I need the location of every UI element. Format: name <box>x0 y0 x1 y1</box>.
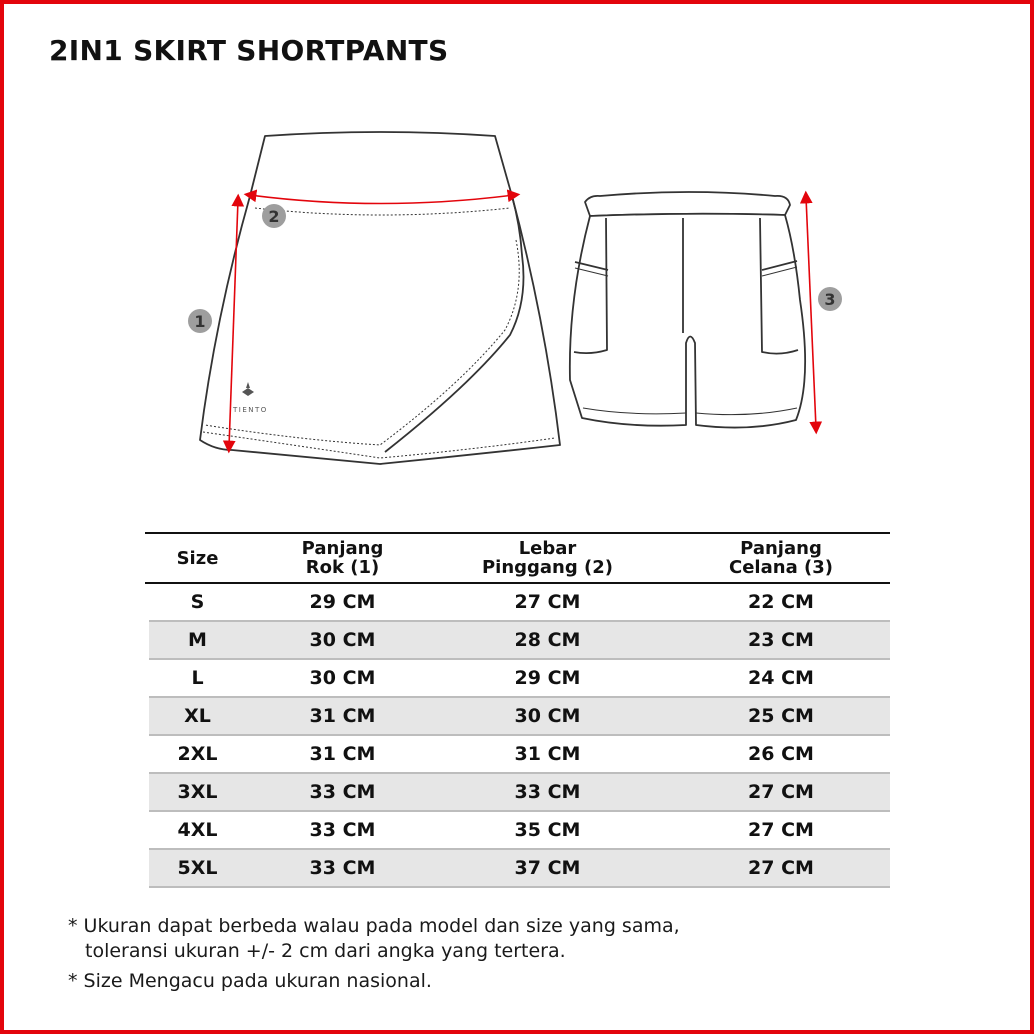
table-header <box>145 532 890 584</box>
marker-3 <box>818 287 842 311</box>
cell-shorts-length: 27 CM <box>748 819 814 841</box>
cell-waist-width: 35 CM <box>514 819 581 841</box>
note-line-3: * Size Mengacu pada ukuran nasional. <box>68 970 432 992</box>
cell-skirt-length: 30 CM <box>309 629 376 651</box>
skirt-drawing <box>200 132 560 464</box>
cell-skirt-length: 33 CM <box>309 781 376 803</box>
header-waist-width: Lebar Pinggang (2) <box>481 538 614 578</box>
cell-skirt-length: 31 CM <box>309 705 376 727</box>
table-row <box>149 736 890 774</box>
cell-shorts-length: 22 CM <box>748 591 814 613</box>
note-line-2: toleransi ukuran +/- 2 cm dari angka yang tertera. <box>85 940 566 962</box>
cell-size: L <box>191 667 204 689</box>
cell-skirt-length: 30 CM <box>309 667 376 689</box>
size-notes <box>68 914 680 994</box>
cell-skirt-length: 33 CM <box>309 819 376 841</box>
table-row <box>149 622 890 660</box>
header-size: Size <box>176 547 219 569</box>
cell-shorts-length: 27 CM <box>748 857 814 879</box>
cell-waist-width: 30 CM <box>514 705 581 727</box>
cell-size: 5XL <box>177 857 218 879</box>
cell-size: 4XL <box>177 819 218 841</box>
cell-size: 2XL <box>177 743 218 765</box>
table-row <box>149 660 890 698</box>
cell-shorts-length: 23 CM <box>748 629 814 651</box>
svg-text:3: 3 <box>824 290 836 309</box>
shorts-length-line <box>806 197 816 428</box>
table-row <box>149 698 890 736</box>
svg-text:1: 1 <box>194 312 206 331</box>
shorts-drawing <box>570 192 805 428</box>
marker-2 <box>262 204 286 228</box>
cell-size: 3XL <box>177 781 218 803</box>
cell-skirt-length: 33 CM <box>309 857 376 879</box>
header-skirt-length: Panjang Rok (1) <box>301 538 384 578</box>
svg-text:2: 2 <box>268 207 280 226</box>
table-row <box>149 774 890 812</box>
cell-waist-width: 33 CM <box>514 781 581 803</box>
marker-1 <box>188 309 212 333</box>
cell-waist-width: 28 CM <box>514 629 581 651</box>
cell-waist-width: 37 CM <box>514 857 581 879</box>
cell-shorts-length: 26 CM <box>748 743 814 765</box>
cell-size: S <box>190 591 205 613</box>
cell-waist-width: 29 CM <box>514 667 581 689</box>
note-line-1: * Ukuran dapat berbeda walau pada model dan size yang sama, <box>68 915 680 937</box>
brand-logo-text: TIENTO <box>233 406 268 414</box>
table-row <box>149 850 890 888</box>
cell-waist-width: 27 CM <box>514 591 581 613</box>
cell-shorts-length: 27 CM <box>748 781 814 803</box>
size-chart-table <box>145 532 890 888</box>
cell-waist-width: 31 CM <box>514 743 581 765</box>
cell-shorts-length: 25 CM <box>748 705 814 727</box>
table-row <box>149 812 890 850</box>
table-row <box>149 584 890 622</box>
cell-skirt-length: 29 CM <box>309 591 376 613</box>
page-title: 2IN1 SKIRT SHORTPANTS <box>49 34 449 67</box>
cell-size: M <box>188 629 207 651</box>
cell-skirt-length: 31 CM <box>309 743 376 765</box>
cell-size: XL <box>184 705 211 727</box>
cell-shorts-length: 24 CM <box>748 667 814 689</box>
header-shorts-length: Panjang Celana (3) <box>729 538 833 578</box>
